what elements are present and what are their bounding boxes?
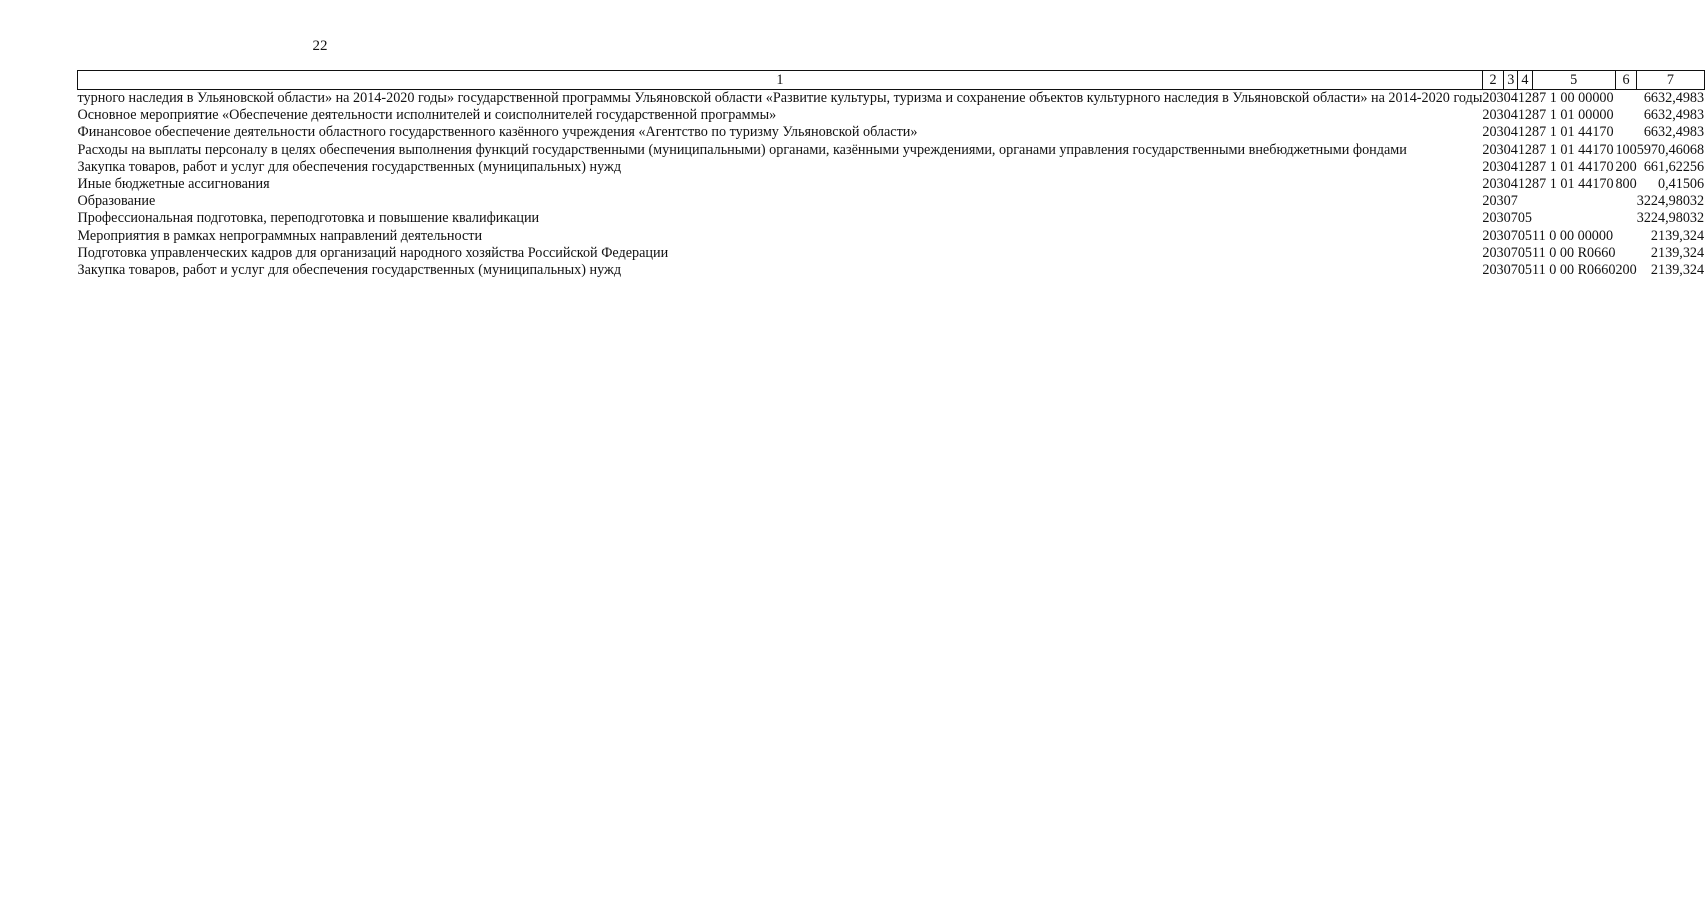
expense-type-code [1615,124,1636,141]
header-col-5: 5 [1532,71,1615,90]
section-code: 07 [1503,227,1518,244]
target-article-code: 87 1 01 44170 [1532,158,1614,175]
subsection-code: 12 [1517,124,1533,141]
subsection-code: 12 [1517,107,1533,124]
admin-code: 203 [1482,193,1504,210]
admin-code: 203 [1482,90,1504,106]
section-code: 04 [1503,90,1518,106]
section-code: 04 [1503,141,1518,158]
table-header-row [78,71,1705,90]
subsection-code: 12 [1517,141,1533,158]
amount: 6632,4983 [1643,107,1705,124]
table-row [78,107,1705,124]
row-name: Подготовка управленческих кадров для организаций народного хозяйства Российской Федерации [77,244,669,261]
target-article-code: 87 1 01 44170 [1532,124,1614,141]
subsection-code [1518,193,1532,210]
expense-type-code [1615,90,1636,108]
admin-code: 203 [1482,210,1504,227]
table-row [78,142,1705,159]
target-article-code: 11 0 00 00000 [1532,227,1614,244]
row-name: Мероприятия в рамках непрограммных направлений деятельности [77,227,483,244]
table-row [78,210,1705,227]
table-row [78,245,1705,262]
amount: 661,62256 [1643,158,1705,175]
row-name: Закупка товаров, работ и услуг для обеспечения государственных (муниципальных) нужд [77,158,622,175]
header-col-4: 4 [1518,71,1532,90]
row-name: Финансовое обеспечение деятельности областного государственного казённого учреждения «Агентство по туризму Ульяновской области» [77,124,918,141]
admin-code: 203 [1482,124,1504,141]
table-row [78,159,1705,176]
expense-type-code [1615,210,1636,227]
row-name: Образование [77,193,156,210]
target-article-code: 87 1 00 00000 [1532,90,1614,106]
subsection-code: 05 [1517,262,1533,279]
amount: 5970,46068 [1636,141,1705,158]
expense-type-code [1615,107,1636,124]
header-col-2: 2 [1482,71,1503,90]
table-row [78,176,1705,193]
admin-code: 203 [1482,227,1504,244]
expense-type-code: 100 [1615,141,1637,158]
table-row [78,124,1705,141]
expense-type-code: 200 [1615,262,1637,279]
table-row [78,90,1705,108]
row-name: Закупка товаров, работ и услуг для обеспечения государственных (муниципальных) нужд [77,262,622,279]
expense-type-code [1615,228,1636,245]
table-row [78,193,1705,210]
row-name: Профессиональная подготовка, переподготовка и повышение квалификации [77,210,540,227]
admin-code: 203 [1482,141,1504,158]
subsection-code: 05 [1517,244,1533,261]
section-code: 04 [1503,176,1518,193]
amount: 0,41506 [1658,176,1705,193]
admin-code: 203 [1482,158,1504,175]
amount: 6632,4983 [1643,90,1705,106]
subsection-code: 05 [1517,210,1533,227]
admin-code: 203 [1482,262,1504,279]
expense-type-code [1615,193,1636,210]
header-col-3: 3 [1504,71,1518,90]
amount: 3224,98032 [1636,193,1705,210]
target-article-code: 11 0 00 R0660 [1532,262,1616,279]
section-code: 04 [1503,124,1518,141]
budget-table [77,70,1705,279]
section-code: 04 [1503,107,1518,124]
amount: 2139,324 [1650,262,1705,279]
section-code: 04 [1503,158,1518,175]
admin-code: 203 [1482,176,1504,193]
header-col-7: 7 [1637,71,1704,90]
header-col-6: 6 [1615,71,1636,90]
table-row [78,228,1705,245]
subsection-code: 05 [1517,227,1533,244]
target-article-code [1532,210,1615,227]
table-body [78,90,1705,280]
table-row [78,262,1705,279]
section-code: 07 [1503,193,1518,210]
section-code: 07 [1503,210,1518,227]
admin-code: 203 [1482,244,1504,261]
row-name: Расходы на выплаты персоналу в целях обеспечения выполнения функций государственными (муниципальными) органами, казёнными учреждениями, органами управления государственными внебюджетными фондами [77,141,1407,158]
page-number: 22 [312,38,328,54]
target-article-code: 87 1 01 44170 [1532,141,1614,158]
amount: 6632,4983 [1643,124,1705,141]
row-name: турного наследия в Ульяновской области» на 2014-2020 годы» государственной программы Ульяновской области «Развитие культуры, туризма и сохранение объектов культурного наследия в Ульяновской области» на 2014-2020 годы [77,90,1483,106]
section-code: 07 [1503,244,1518,261]
amount: 2139,324 [1650,227,1705,244]
expense-type-code: 800 [1615,176,1637,193]
expense-type-code: 200 [1615,158,1637,175]
target-article-code: 87 1 01 44170 [1532,176,1614,193]
expense-type-code [1615,245,1636,262]
header-col-1: 1 [78,71,1483,90]
target-article-code: 11 0 00 R0660 [1532,244,1616,261]
row-name: Основное мероприятие «Обеспечение деятельности исполнителей и соисполнителей государственной программы» [77,107,777,124]
subsection-code: 12 [1517,158,1533,175]
subsection-code: 12 [1517,176,1533,193]
target-article-code: 87 1 01 00000 [1532,107,1614,124]
target-article-code [1532,193,1615,210]
row-name: Иные бюджетные ассигнования [77,176,270,193]
section-code: 07 [1503,262,1518,279]
amount: 2139,324 [1650,244,1705,261]
admin-code: 203 [1482,107,1504,124]
amount: 3224,98032 [1636,210,1705,227]
subsection-code: 12 [1517,90,1533,106]
